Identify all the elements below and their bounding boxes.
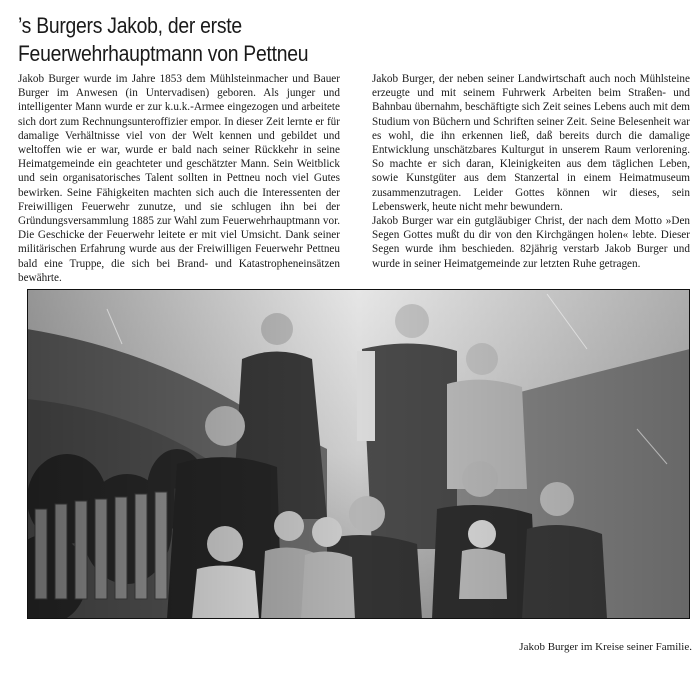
article-title-line-2: Feuerwehrhauptmann von Pettneu bbox=[18, 41, 309, 66]
photo-caption: Jakob Burger im Kreise seiner Familie. bbox=[519, 641, 692, 653]
photo-vignette bbox=[27, 289, 690, 619]
right-column-paragraph-2: Jakob Burger war ein gutgläubiger Christ, der nach dem Motto »Den Segen Gottes mußt du dir von den Kirchgängen holen« lebte. Dieser Segen wurde ihm beschieden. 82jährig verstarb Jakob Burger und wurde in seiner Heimatgemeinde zur letzten Ruhe getragen. bbox=[372, 215, 690, 270]
left-column-paragraph: Jakob Burger wurde im Jahre 1853 dem Mühlsteinmacher und Bauer Burger im Anwesen (in Untervadisen) geboren. Als junger und intelligenter Mann wurde er zur k.u.k.-Armee eingezogen und arbeitete sich dort zum Rechnungsunteroffizier empor. In dieser Zeit lernte er für damalige Verhältnisse viel von der Welt kennen und gebildet und weltoffen wie er war, wurde er bald nach seiner Rückkehr in seine Heimatgemeinde ein geachteter und geschätzter Mann. Sein Weitblick und sein organisatorisches Talent sollten in Pettneu noch viel Gutes bewirken. Seine Fähigkeiten machten sich auch die Interessenten der Freiwilligen Feuerwehr zunutze, und sie schlugen ihn bei der Gründungsversammlung 1885 zur Wahl zum Feuerwehrhauptmann vor. Die Geschicke der Feuerwehr leitete er mit viel Umsicht. Dank seiner militärischen Erfahrung wurde aus der Freiwilligen Feuerwehr Pettneu bald eine Truppe, die sich bei Brand- und Katastropheneinsätzen bewährte. bbox=[18, 73, 340, 284]
article-title bbox=[18, 12, 388, 68]
article-title-line-1: ’s Burgers Jakob, der erste bbox=[18, 13, 242, 38]
right-text-column bbox=[372, 72, 690, 271]
family-photo bbox=[27, 289, 690, 619]
right-column-paragraph-1: Jakob Burger, der neben seiner Landwirtschaft auch noch Mühlsteine erzeugte und mit seinem Fuhrwerk Arbeiten beim Straßen- und Bahnbau übernahm, beschäftigte sich Zeit seines Lebens auch mit dem Studium von Büchern und Schriften seiner Zeit. Seine Belesenheit war es wohl, die ihn erkennen ließ, daß bereits durch die damalige Entwicklung unschätzbares Kulturgut in unserem Raum verlorening. So machte er sich daran, Kleinigkeiten aus dem täglichen Leben, sowie Kunstgüter aus dem Stanzertal in einem Heimatmuseum zusammenzutragen. Leider Gottes können wir dieses, sein Lebenswerk, heute nicht mehr bewundern. bbox=[372, 73, 690, 213]
left-text-column bbox=[18, 72, 340, 285]
